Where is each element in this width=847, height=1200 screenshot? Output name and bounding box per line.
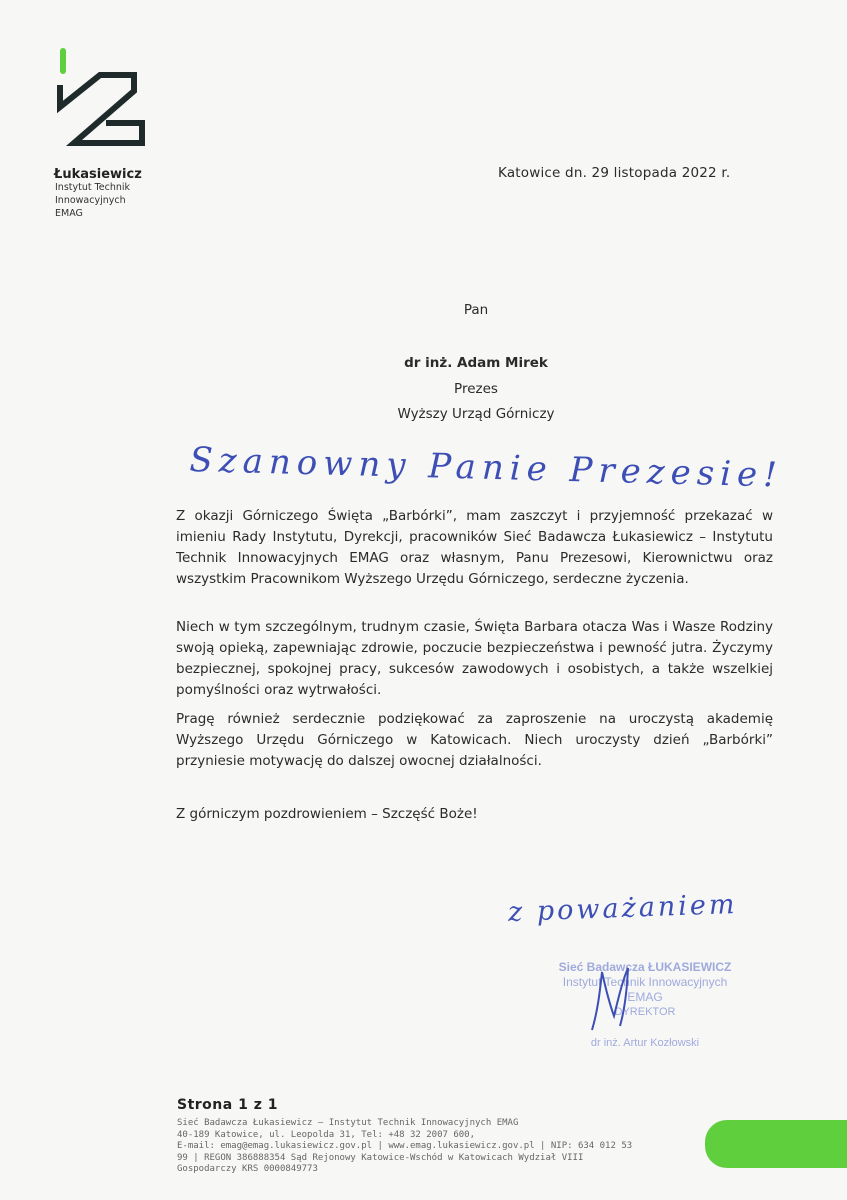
footer-line: E-mail: emag@emag.lukasiewicz.gov.pl | www.emag.lukasiewicz.gov.pl | NIP: 634 012 53 <box>177 1141 633 1152</box>
recipient-office: Wyższy Urząd Górniczy <box>397 406 555 422</box>
letter-date: Katowice dn. 29 listopada 2022 r. <box>498 165 731 181</box>
body-paragraph: Z okazji Górniczego Święta „Barbórki”, mam zaszczyt i przyjemność przekazać w imieniu Rady Instytutu, Dyrekcji, pracowników Sieć Badawcza Łukasiewicz – Instytutu Technik Innowacyjnych EMAG oraz własnym, Panu Prezesowi, Kierownictwu oraz wszystkim Pracownikom Wyższego Urzędu Górniczego, serdeczne życzenia. <box>176 508 773 587</box>
recipient-title: Prezes <box>454 381 498 397</box>
handwritten-regards: z poważaniem <box>507 889 738 928</box>
lukasiewicz-logo-icon <box>52 45 152 165</box>
footer-line: 40-189 Katowice, ul. Leopolda 31, Tel: +48 32 2007 600, <box>177 1129 476 1140</box>
stamp-line: Sieć Badawcza ŁUKASIEWICZ <box>558 960 732 974</box>
stamp-line: Instytut Technik Innowacyjnych <box>562 975 728 989</box>
closing-line: Z górniczym pozdrowieniem – Szczęść Boże! <box>176 806 478 822</box>
org-name: Łukasiewicz <box>54 167 142 182</box>
signer-name: dr inż. Artur Kozłowski <box>590 1037 700 1049</box>
recipient-name: dr inż. Adam Mirek <box>404 355 548 371</box>
body-paragraph: Niech w tym szczególnym, trudnym czasie, Święta Barbara otacza Was i Wasze Rodziny swoją opieką, zapewniając zdrowie, poczucie bezpieczeństwa i pewność jutra. Życzymy bezpiecznej, spokojnej pracy, sukcesów zawodowych i osobistych, a także wszelkiej pomyślności oraz wytrwałości. <box>176 619 773 698</box>
footer-line: Gospodarczy KRS 0000849773 <box>177 1164 318 1175</box>
org-line: EMAG <box>55 208 83 219</box>
stamp-line: EMAG <box>627 990 663 1004</box>
brand-accent-shape <box>705 1120 847 1168</box>
body-paragraph: Pragę również serdecznie podziękować za zaproszenie na uroczystą akademię Wyższego Urzędu Górniczego w Katowicach. Niech uroczysty dzień „Barbórki” przyniesie motywację do dalszej owocnej działalności. <box>176 711 773 769</box>
recipient-salutation: Pan <box>463 302 489 318</box>
footer-info <box>177 1118 717 1176</box>
stamp-line: DYREKTOR <box>614 1006 676 1018</box>
org-line: Innowacyjnych <box>55 195 126 206</box>
page-number: Strona 1 z 1 <box>177 1097 278 1113</box>
footer-line: 99 | REGON 386888354 Sąd Rejonowy Katowice-Wschód w Katowicach Wydział VIII <box>177 1152 584 1163</box>
signature-scribble-icon <box>580 960 650 1035</box>
org-line: Instytut Technik <box>55 182 131 193</box>
handwritten-greeting: Szanowny Panie Prezesie! <box>188 440 784 496</box>
footer-line: Sieć Badawcza Łukasiewicz – Instytut Technik Innowacyjnych EMAG <box>177 1118 519 1128</box>
